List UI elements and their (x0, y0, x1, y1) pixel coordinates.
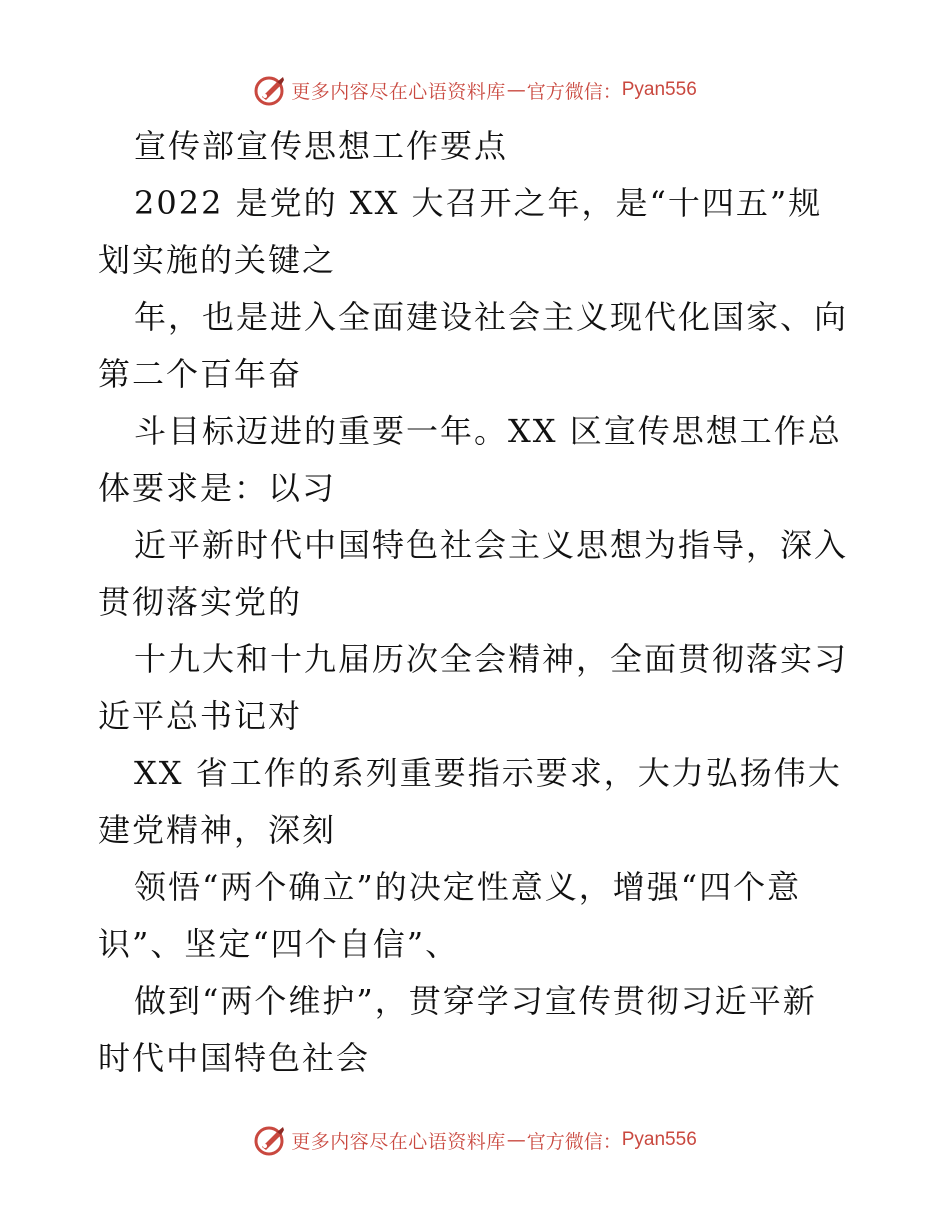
watermark-wechat-label: 官方微信： (526, 1130, 622, 1153)
document-body (98, 118, 858, 1087)
watermark-wechat-id: Pyan556 (621, 79, 697, 100)
watermark-footer (0, 1120, 950, 1160)
document-line: 第二个百年奋 (98, 355, 303, 393)
document-line: XX 省工作的系列重要指示要求，大力弘扬伟大 (134, 754, 842, 792)
document-line: 2022 是党的 XX 大召开之年，是“十四五”规 (134, 184, 823, 222)
watermark-wechat-label: 官方微信： (526, 80, 622, 103)
document-line: 识”、坚定“四个自信”、 (98, 925, 460, 963)
document-line: 时代中国特色社会 (98, 1039, 371, 1077)
document-line: 建党精神，深刻 (98, 811, 337, 849)
document-line: 贯彻落实党的 (98, 583, 303, 621)
document-line: 近平新时代中国特色社会主义思想为指导，深入 (134, 526, 849, 564)
document-line: 体要求是：以习 (98, 469, 337, 507)
pen-logo-icon (253, 1123, 287, 1157)
watermark-dash: — (506, 1129, 526, 1151)
document-line: 划实施的关键之 (98, 241, 337, 279)
document-line: 年，也是进入全面建设社会主义现代化国家、向 (134, 298, 849, 336)
document-line: 领悟“两个确立”的决定性意义，增强“四个意 (134, 868, 802, 906)
document-title: 宣传部宣传思想工作要点 (134, 127, 509, 165)
document-line: 十九大和十九届历次全会精神，全面贯彻落实习 (134, 640, 849, 678)
watermark-site-text: 更多内容尽在心语资料库 (291, 1130, 506, 1153)
watermark-dash: — (506, 79, 526, 101)
watermark-wechat-id: Pyan556 (621, 1129, 697, 1150)
pen-logo-icon (253, 73, 287, 107)
watermark-header (0, 70, 950, 110)
watermark-site-text: 更多内容尽在心语资料库 (291, 80, 506, 103)
document-line: 斗目标迈进的重要一年。XX 区宣传思想工作总 (134, 412, 842, 450)
document-line: 近平总书记对 (98, 697, 303, 735)
document-line: 做到“两个维护”，贯穿学习宣传贯彻习近平新 (134, 982, 817, 1020)
